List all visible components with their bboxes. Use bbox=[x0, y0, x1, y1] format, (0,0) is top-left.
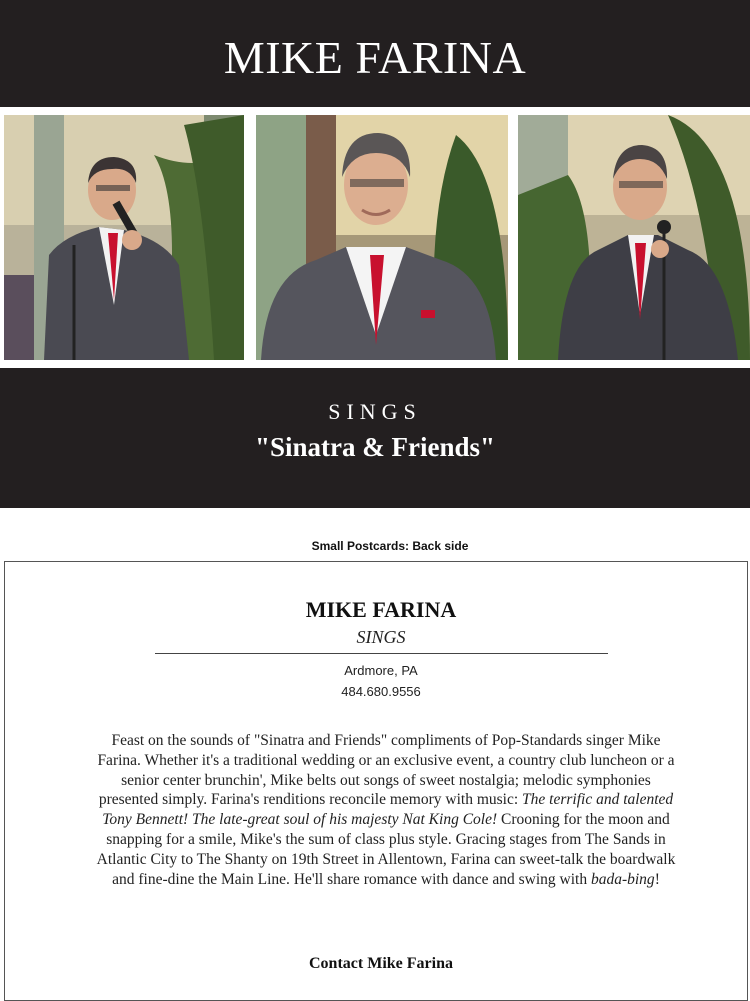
photo-singer-right bbox=[518, 115, 750, 360]
description-text-end: ! bbox=[654, 870, 660, 888]
description-text: Feast on the sounds of "Sinatra and Friends" compliments of Pop-Standards singer Mike Farina. Whether it's a traditional wedding or an exclusive event, a country club luncheon or a senior center brunchin', Mike belts out songs of sweet nostalgia; melodic symphonies presented simply. Farina's renditions reconcile memory with music: bbox=[97, 732, 675, 809]
divider bbox=[155, 653, 608, 654]
photo-singer-left bbox=[4, 115, 244, 360]
photo-singer-center bbox=[256, 115, 508, 360]
back-title: MIKE FARINA bbox=[305, 597, 457, 622]
photo-strip bbox=[0, 107, 750, 368]
description-paragraph bbox=[96, 731, 676, 889]
section-caption: Small Postcards: Back side bbox=[311, 539, 469, 553]
front-subtitle: "Sinatra & Friends" bbox=[255, 432, 495, 462]
front-sings-label: SINGS bbox=[328, 399, 422, 424]
phone-number: 484.680.9556 bbox=[341, 684, 421, 699]
description-italic-word: bada-bing bbox=[590, 870, 655, 888]
front-title: MIKE FARINA bbox=[223, 32, 527, 83]
location-text: Ardmore, PA bbox=[344, 663, 418, 678]
description-italic-quote: The terrific and talented Tony Bennett! The late-great soul of his majesty Nat King Cole! bbox=[102, 791, 674, 829]
back-sings-label: SINGS bbox=[356, 627, 406, 647]
description-text-continued: Crooning for the moon and snapping for a smile, Mike's the sum of class plus style. Gracing stages from The Sands in Atlantic City to The Shanty on 19th Street in Allentown, Farina can sweet-talk the boardwalk and fine-dine the Main Line. He'll share romance with dance and swing with bbox=[96, 811, 676, 888]
contact-heading: Contact Mike Farina bbox=[309, 955, 453, 972]
